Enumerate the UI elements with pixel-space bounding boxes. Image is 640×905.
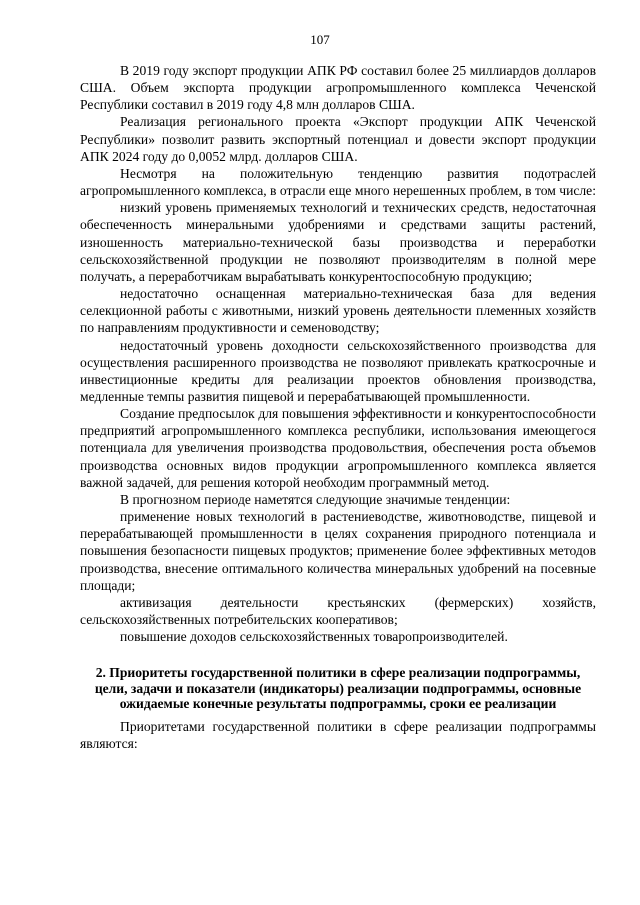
paragraph-problem-profitability: недостаточный уровень доходности сельскохозяйственного производства для осуществления расширенного производства не позволяют привлекать краткосрочные и инвестиционные кредиты для реализации проектов обновления производства, медленные темпы развития пищевой и перерабатывающей промышленности. [80,337,596,404]
paragraph-trend-farms: активизация деятельности крестьянских (фермерских) хозяйств, сельскохозяйственных потребительских кооперативов; [80,594,596,627]
paragraph-priorities-intro: Приоритетами государственной политики в сфере реализации подпрограммы являются: [80,718,596,751]
page-number: 107 [310,32,330,47]
paragraph-problems-intro: Несмотря на положительную тенденцию развития подотраслей агропромышленного комплекса, в отрасли еще много нерешенных проблем, в том числе: [80,165,596,199]
paragraph-trend-income: повышение доходов сельскохозяйственных товаропроизводителей. [120,629,508,645]
paragraph-problem-technology: низкий уровень применяемых технологий и технических средств, недостаточная обеспеченность минеральными удобрениями и средствами защиты растений, изношенность материально-технической базы производства и переработки сельскохозяйственной продукции не позволяют производителям в полной мере получать, а переработчикам вырабатывать конкурентоспособную продукцию; [80,200,596,284]
document-body [80,62,596,752]
section-title: 2. Приоритеты государственной политики в сфере реализации подпрограммы, цели, задачи и показатели (индикаторы) реализации подпрограммы, основные ожидаемые конечные результаты подпрограммы, сроки ее реализации [94,665,582,712]
paragraph-prerequisites: Создание предпосылок для повышения эффективности и конкурентоспособности предприятий агропромышленного комплекса республики, использования имеющегося потенциала для увеличения производства продовольствия, обеспечения роста объемов производства основных видов продукции агропромышленного комплекса является важной задачей, для решения которой необходим программный метод. [80,406,596,490]
paragraph-problem-breeding: недостаточно оснащенная материально-техническая база для ведения селекционной работы с животными, низкий уровень деятельности племенных хозяйств по направлениям продуктивности и семеноводству; [80,286,596,336]
paragraph-export-2019: В 2019 году экспорт продукции АПК РФ составил более 25 миллиардов долларов США. Объем экспорта продукции агропромышленного комплекса Чеченской Республики составил в 2019 году 4,8 млн долларов США. [80,63,596,113]
paragraph-trend-technologies: применение новых технологий в растениеводстве, животноводстве, пищевой и перерабатывающей промышленности в целях сохранения природного потенциала и повышения безопасности пищевых продуктов; применение более эффективных методов производства, внесение оптимального количества минеральных удобрений на посевные площади; [80,509,596,593]
paragraph-forecast-intro: В прогнозном периоде наметятся следующие значимые тенденции: [120,491,511,507]
paragraph-regional-project: Реализация регионального проекта «Экспорт продукции АПК Чеченской Республики» позволит развить экспортный потенциал и довести экспорт продукции АПК 2024 году до 0,0052 млрд. долларов США. [80,114,596,164]
